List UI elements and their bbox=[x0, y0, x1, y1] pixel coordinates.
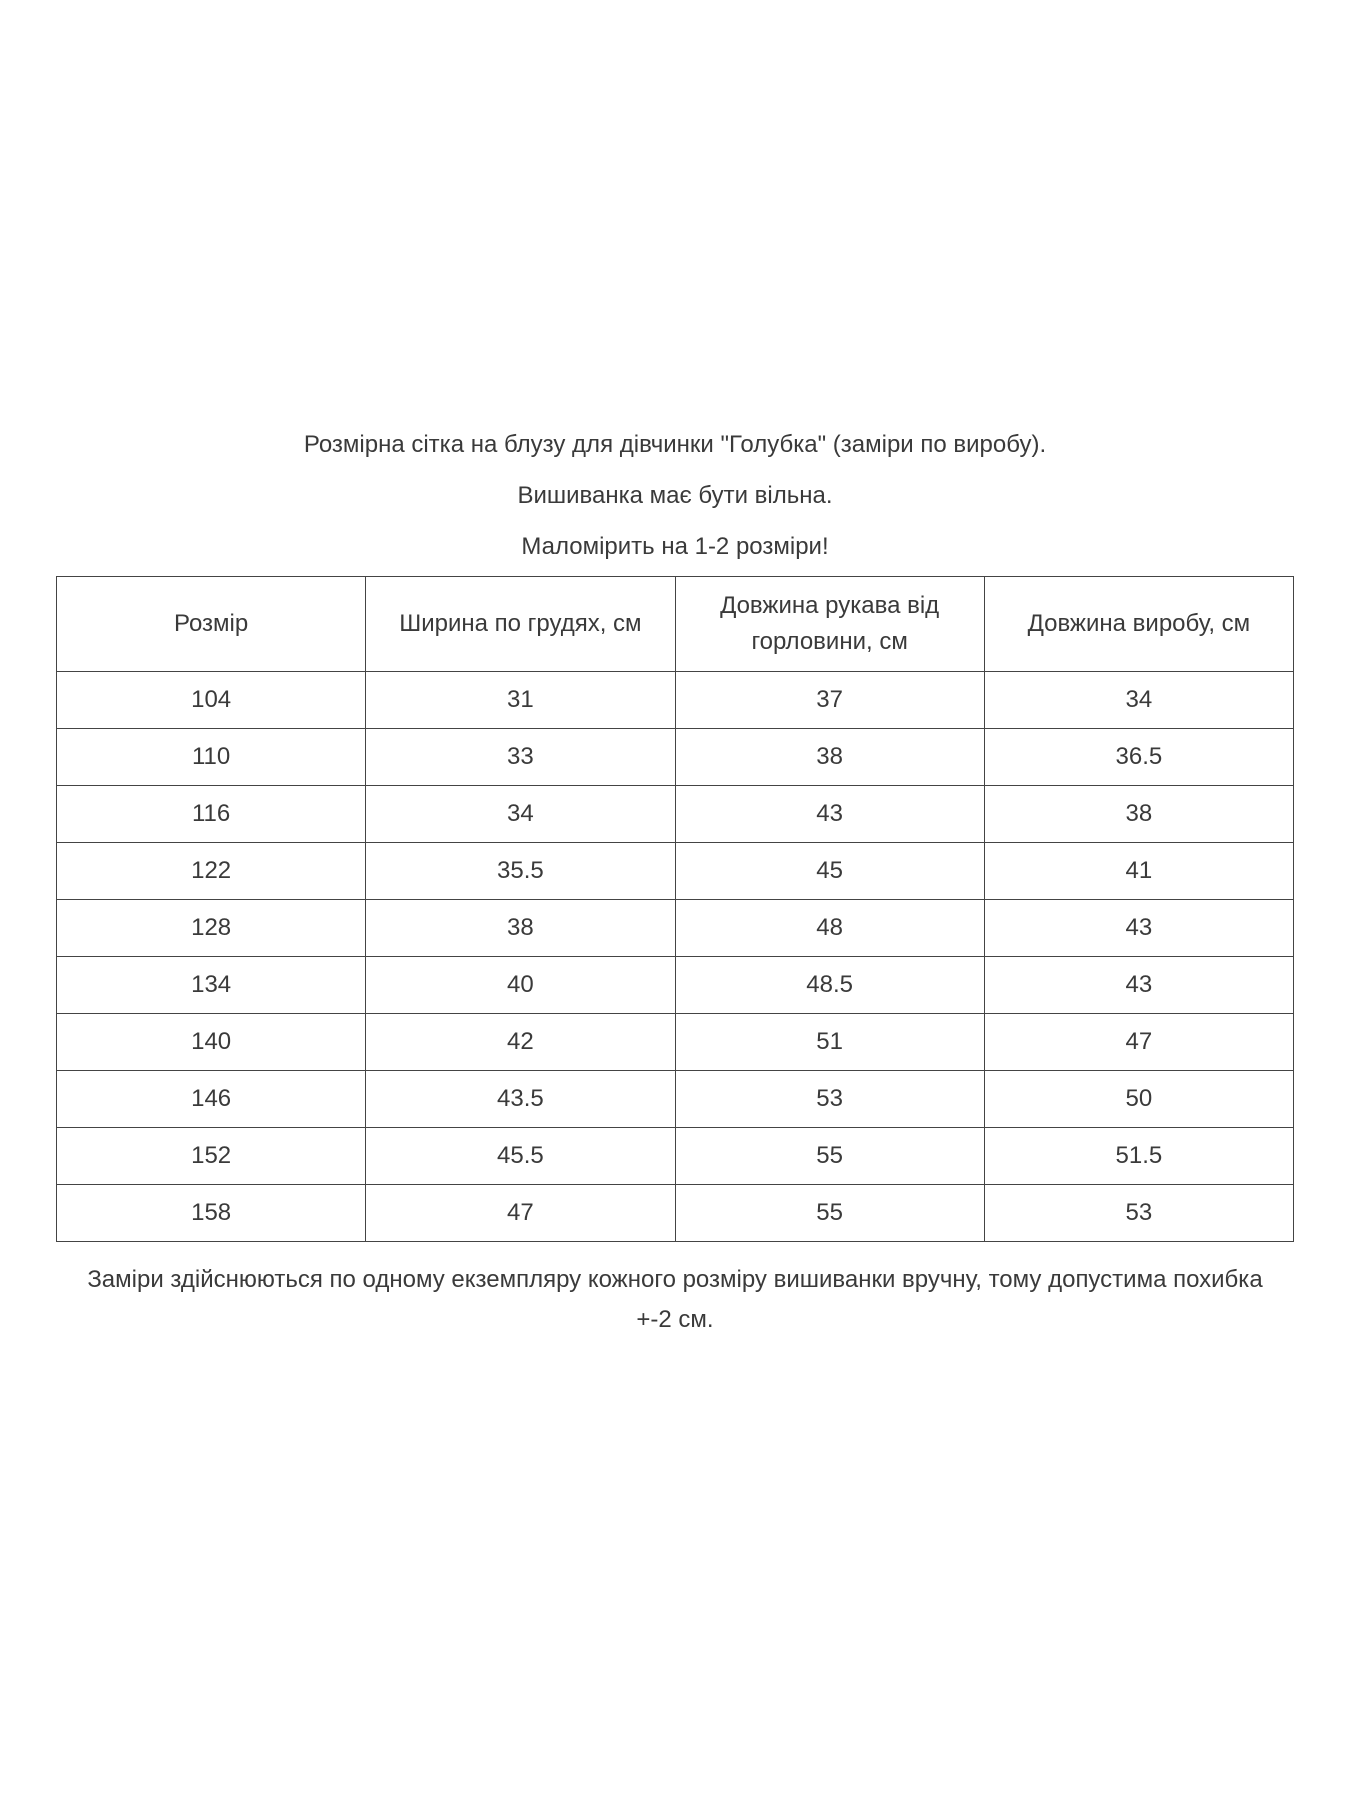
cell-sleeve-length: 53 bbox=[675, 1071, 984, 1128]
cell-size: 116 bbox=[57, 786, 366, 843]
cell-chest-width: 42 bbox=[366, 1014, 675, 1071]
header-row bbox=[57, 577, 1294, 672]
cell-sleeve-length: 55 bbox=[675, 1185, 984, 1242]
cell-size: 152 bbox=[57, 1128, 366, 1185]
cell-size: 104 bbox=[57, 672, 366, 729]
cell-garment-length: 43 bbox=[984, 900, 1293, 957]
table-row bbox=[57, 786, 1294, 843]
table-row bbox=[57, 672, 1294, 729]
cell-garment-length: 51.5 bbox=[984, 1128, 1293, 1185]
cell-chest-width: 45.5 bbox=[366, 1128, 675, 1185]
cell-garment-length: 50 bbox=[984, 1071, 1293, 1128]
cell-chest-width: 38 bbox=[366, 900, 675, 957]
cell-sleeve-length: 51 bbox=[675, 1014, 984, 1071]
cell-chest-width: 47 bbox=[366, 1185, 675, 1242]
table-body bbox=[57, 672, 1294, 1242]
table-row bbox=[57, 1014, 1294, 1071]
cell-chest-width: 33 bbox=[366, 729, 675, 786]
cell-size: 122 bbox=[57, 843, 366, 900]
cell-sleeve-length: 48.5 bbox=[675, 957, 984, 1014]
cell-size: 128 bbox=[57, 900, 366, 957]
cell-chest-width: 35.5 bbox=[366, 843, 675, 900]
cell-size: 110 bbox=[57, 729, 366, 786]
cell-chest-width: 43.5 bbox=[366, 1071, 675, 1128]
cell-garment-length: 41 bbox=[984, 843, 1293, 900]
header-sleeve-length: Довжина рукава від горловини, см bbox=[675, 577, 984, 672]
cell-sleeve-length: 38 bbox=[675, 729, 984, 786]
table-row bbox=[57, 1128, 1294, 1185]
cell-sleeve-length: 37 bbox=[675, 672, 984, 729]
table-row bbox=[57, 729, 1294, 786]
cell-garment-length: 34 bbox=[984, 672, 1293, 729]
cell-size: 140 bbox=[57, 1014, 366, 1071]
cell-chest-width: 31 bbox=[366, 672, 675, 729]
table-row bbox=[57, 957, 1294, 1014]
size-table bbox=[56, 576, 1294, 1242]
intro-block bbox=[56, 420, 1294, 573]
table-row bbox=[57, 900, 1294, 957]
cell-garment-length: 47 bbox=[984, 1014, 1293, 1071]
cell-garment-length: 53 bbox=[984, 1185, 1293, 1242]
table-row bbox=[57, 1185, 1294, 1242]
cell-chest-width: 34 bbox=[366, 786, 675, 843]
table-row bbox=[57, 843, 1294, 900]
measurement-footnote: Заміри здійснюються по одному екземпляру кожного розміру вишиванки вручну, тому допустима похибка +-2 см. bbox=[87, 1266, 1263, 1333]
header-size: Розмір bbox=[57, 577, 366, 672]
cell-garment-length: 38 bbox=[984, 786, 1293, 843]
cell-sleeve-length: 45 bbox=[675, 843, 984, 900]
cell-size: 146 bbox=[57, 1071, 366, 1128]
intro-note: Вишиванка має бути вільна. bbox=[517, 482, 833, 509]
cell-size: 158 bbox=[57, 1185, 366, 1242]
cell-garment-length: 36.5 bbox=[984, 729, 1293, 786]
cell-garment-length: 43 bbox=[984, 957, 1293, 1014]
intro-warning: Маломірить на 1-2 розміри! bbox=[521, 533, 829, 560]
cell-chest-width: 40 bbox=[366, 957, 675, 1014]
cell-sleeve-length: 48 bbox=[675, 900, 984, 957]
cell-size: 134 bbox=[57, 957, 366, 1014]
table-row bbox=[57, 1071, 1294, 1128]
table-header bbox=[57, 577, 1294, 672]
size-chart-document bbox=[56, 420, 1294, 1340]
cell-sleeve-length: 55 bbox=[675, 1128, 984, 1185]
header-chest-width: Ширина по грудях, см bbox=[366, 577, 675, 672]
cell-sleeve-length: 43 bbox=[675, 786, 984, 843]
header-garment-length: Довжина виробу, см bbox=[984, 577, 1293, 672]
intro-title: Розмірна сітка на блузу для дівчинки "Голубка" (заміри по виробу). bbox=[303, 431, 1047, 458]
